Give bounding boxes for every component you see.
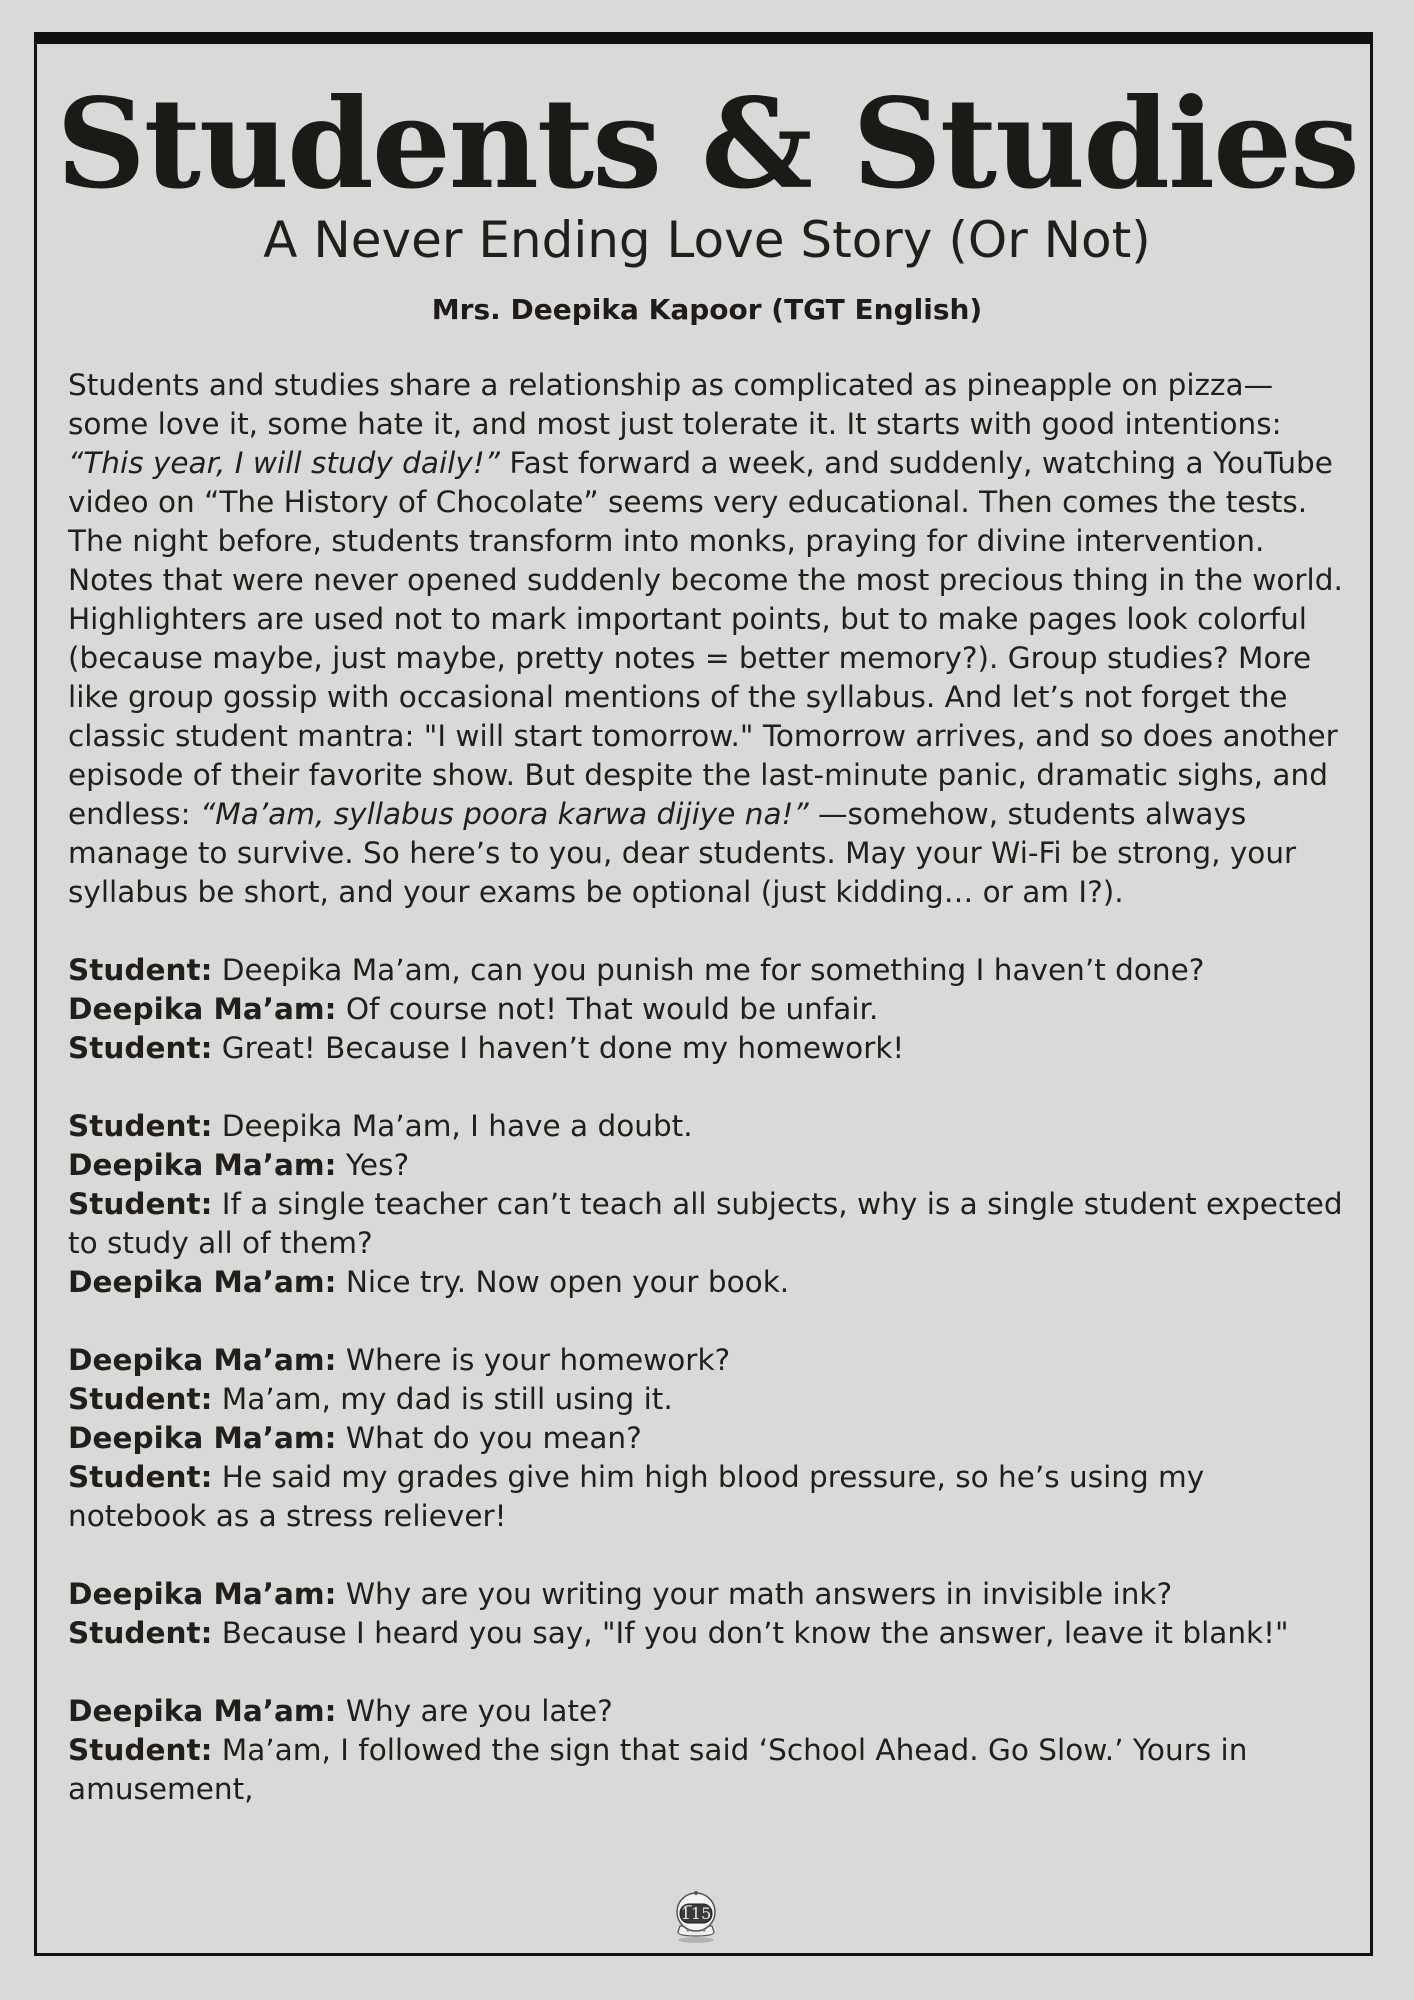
essay-quote-1: “This year, I will study daily!” <box>68 446 500 480</box>
dialogue-text: Deepika Ma’am, can you punish me for something I haven’t done? <box>212 953 1205 987</box>
dialogue-text: What do you mean? <box>336 1421 642 1455</box>
dialogue-line <box>68 1458 1350 1536</box>
joke-block <box>68 1692 1350 1809</box>
dialogue-line <box>68 990 1350 1029</box>
dialogue-line <box>68 1185 1350 1263</box>
dialogue-line <box>68 1263 1350 1302</box>
dialogue-text: Ma’am, my dad is still using it. <box>212 1382 673 1416</box>
dialogue-line <box>68 1692 1350 1731</box>
joke-block <box>68 1341 1350 1536</box>
dialogue-text: Deepika Ma’am, I have a doubt. <box>212 1109 693 1143</box>
page-subtitle: A Never Ending Love Story (Or Not) <box>263 211 1151 269</box>
dialogue-speaker: Deepika Ma’am: <box>68 1265 337 1299</box>
dialogue-text: Yes? <box>336 1148 410 1182</box>
essay-paragraph <box>68 366 1350 912</box>
dialogue-line <box>68 1419 1350 1458</box>
dialogue-speaker: Deepika Ma’am: <box>68 1421 337 1455</box>
dialogue-line <box>68 1146 1350 1185</box>
dialogue-speaker: Deepika Ma’am: <box>68 1148 337 1182</box>
dialogue-speaker: Student: <box>68 1616 213 1650</box>
dialogue-text: Great! Because I haven’t done my homework! <box>212 1031 905 1065</box>
dialogue-text: Ma’am, I followed the sign that said ‘School Ahead. Go Slow.’ Yours in amusement, <box>68 1733 1248 1806</box>
dialogue-speaker: Student: <box>68 1109 213 1143</box>
dialogue-speaker: Deepika Ma’am: <box>68 1343 337 1377</box>
dialogue-line <box>68 951 1350 990</box>
dialogue-line <box>68 1107 1350 1146</box>
dialogue-text: Why are you late? <box>336 1694 613 1728</box>
dialogue-speaker: Deepika Ma’am: <box>68 1694 337 1728</box>
joke-block <box>68 951 1350 1068</box>
author-byline: Mrs. Deepika Kapoor (TGT English) <box>431 293 983 326</box>
page-number: 115 <box>680 1904 712 1923</box>
dialogue-line <box>68 1341 1350 1380</box>
dialogue-text: Because I heard you say, "If you don’t know the answer, leave it blank!" <box>212 1616 1289 1650</box>
dialogue-text: Nice try. Now open your book. <box>336 1265 790 1299</box>
dialogue-text: Of course not! That would be unfair. <box>336 992 879 1026</box>
dialogue-text: He said my grades give him high blood pressure, so he’s using my notebook as a stress reliever! <box>68 1460 1205 1533</box>
dialogue-speaker: Deepika Ma’am: <box>68 1577 337 1611</box>
dialogue-speaker: Deepika Ma’am: <box>68 992 337 1026</box>
essay-text-3: —somehow, students always manage to survive. So here’s to you, dear students. May your Wi-Fi be strong, your syllabus be short, and your exams be optional (just kidding… or am I?). <box>68 797 1297 909</box>
dialogue-text: Why are you writing your math answers in invisible ink? <box>336 1577 1173 1611</box>
dialogue-speaker: Student: <box>68 953 213 987</box>
dialogue-speaker: Student: <box>68 1733 213 1767</box>
article-body <box>68 366 1350 1848</box>
dialogue-line <box>68 1029 1350 1068</box>
page-number-badge <box>668 1888 724 1944</box>
essay-text-2: Fast forward a week, and suddenly, watching a YouTube video on “The History of Chocolate” seems very educational. Then comes the tests. The night before, students transform into monks, praying for divine intervention. Notes that were never opened suddenly become the most precious thing in the world. Highlighters are used not to mark important points, but to make pages look colorful (because maybe, just maybe, pretty notes = better memory?). Group studies? More like group gossip with occasional mentions of the syllabus. And let’s not forget the classic student mantra: "I will start tomorrow." Tomorrow arrives, and so does another episode of their favorite show. But despite the last-minute panic, dramatic sighs, and endless: <box>68 446 1343 831</box>
joke-block <box>68 1107 1350 1302</box>
dialogue-line <box>68 1380 1350 1419</box>
dialogue-line <box>68 1575 1350 1614</box>
joke-block <box>68 1575 1350 1653</box>
dialogue-speaker: Student: <box>68 1460 213 1494</box>
dialogue-speaker: Student: <box>68 1382 213 1416</box>
dialogue-text: If a single teacher can’t teach all subjects, why is a single student expected to study all of them? <box>68 1187 1343 1260</box>
essay-quote-2: “Ma’am, syllabus poora karwa dijiye na!” <box>199 797 809 831</box>
page-title: Students & Studies <box>56 72 1358 217</box>
dialogue-line <box>68 1731 1350 1809</box>
dialogue-speaker: Student: <box>68 1187 213 1221</box>
dialogue-line <box>68 1614 1350 1653</box>
essay-text-1: Students and studies share a relationship as complicated as pineapple on pizza—some love it, some hate it, and most just tolerate it. It starts with good intentions: <box>68 368 1282 441</box>
dialogue-speaker: Student: <box>68 1031 213 1065</box>
dialogue-text: Where is your homework? <box>336 1343 731 1377</box>
